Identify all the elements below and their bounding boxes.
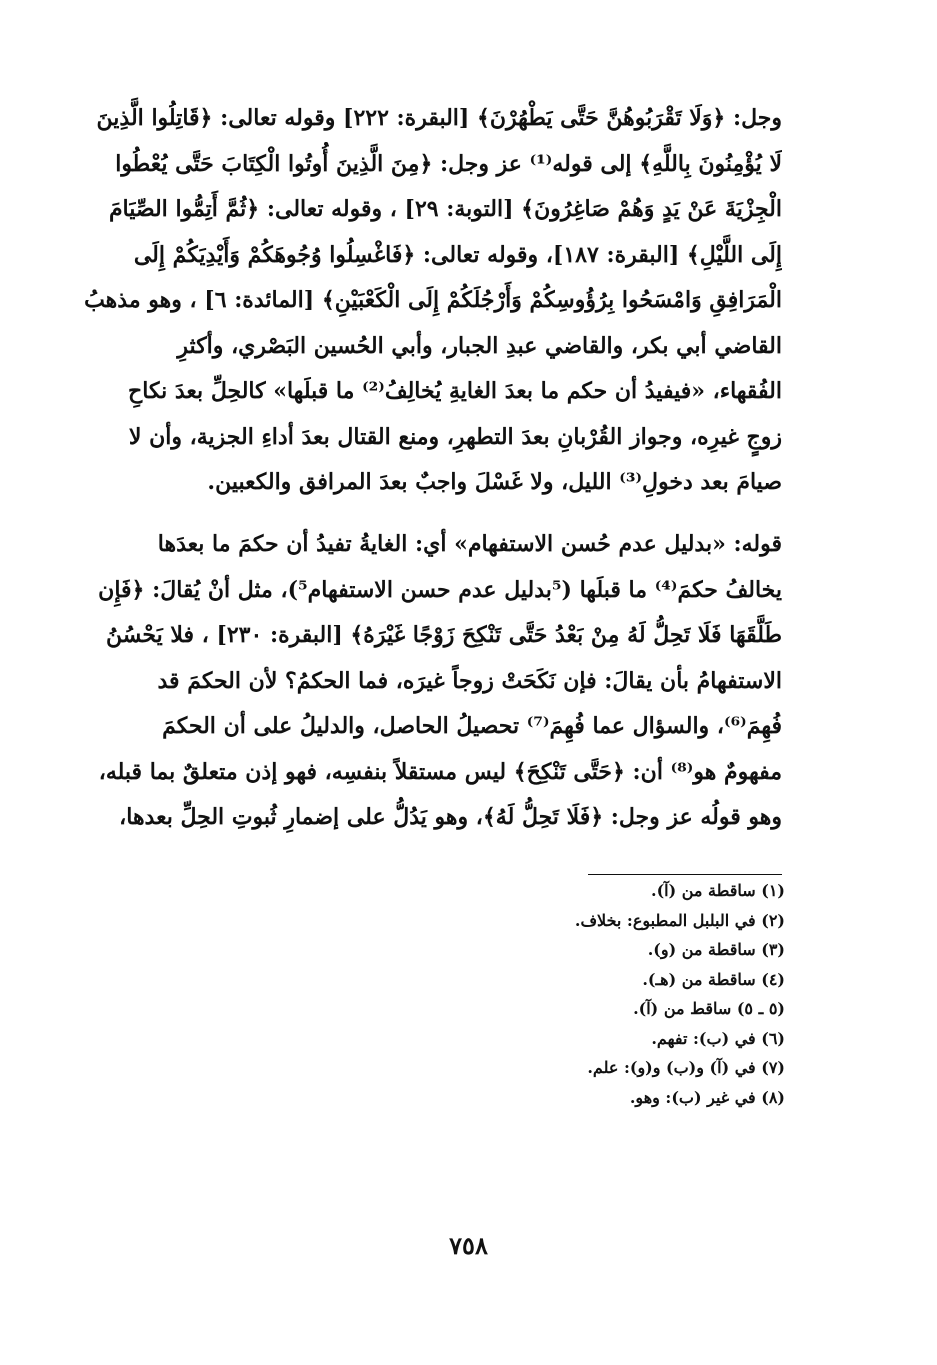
paragraph-2 <box>70 522 782 841</box>
footnote-divider <box>588 874 782 875</box>
text-line: يخالفُ حكمَ⁽⁴⁾ ما قبلَها (⁵بدليل عدم حسن الاستفهام⁵)، مثل أنْ يُقالَ: ﴿فَإِن <box>98 576 782 603</box>
text-line: زوجٍ غيرِه، وجواز القُرْبانِ بعدَ التطهرِ، ومنع القتال بعدَ أداءِ الجزية، وأن لا <box>128 423 782 450</box>
footnote: (٦) في (ب): تفهم. <box>651 1028 785 1048</box>
footnote: (٥ ـ ٥) ساقط من (آ). <box>633 999 785 1018</box>
footnotes <box>365 876 785 1112</box>
text-line: القاضي أبي بكر، والقاضي عبدِ الجبار، وأبي الحُسين البَصْري، وأكثرِ <box>177 332 782 359</box>
paragraph-1 <box>70 96 782 506</box>
text-line: قوله: «بدليل عدم حُسن الاستفهام» أي: الغايةُ تفيدُ أن حكمَ ما بعدَها <box>157 531 782 557</box>
text-line: طَلَّقَهَا فَلَا تَحِلُّ لَهُ مِنْ بَعْدُ حَتَّى تَنْكِحَ زَوْجًا غَيْرَهُ﴾ [البقرة: ٢٣٠] ، فلا يَحْسُنُ <box>106 622 782 648</box>
text-line: صيامَ بعد دخولِ⁽³⁾ الليل، ولا غَسْلَ واجبٌ بعدَ المرافق والكعبين. <box>207 469 782 495</box>
text-line: الفُقهاء، «فيفيدُ أن حكم ما بعدَ الغايةِ يُخالِفُ⁽²⁾ ما قبلَها» كالحِلِّ بعدَ نكاحِ <box>128 378 782 404</box>
page-number: ٧٥٨ <box>449 1231 488 1260</box>
text-line: الْجِزْيَةَ عَنْ يَدٍ وَهُمْ صَاغِرُونَ﴾ [التوبة: ٢٩] ، وقوله تعالى: ﴿ثُمَّ أَتِمُّوا الصِّيَامَ <box>108 196 782 222</box>
text-line: فُهِمَ⁽⁶⁾، والسؤال عما فُهِمَ⁽⁷⁾ تحصيلُ الحاصل، والدليلُ على أن الحكمَ <box>162 713 782 739</box>
footnote: (٨) في غير (ب): وهو. <box>629 1087 785 1107</box>
footnote: (٧) في (آ) و(ب) و(و): علم. <box>587 1058 785 1077</box>
text-line: لَا يُؤْمِنُونَ بِاللَّهِ﴾ إلى قوله⁽¹⁾ عز وجل: ﴿مِنَ الَّذِينَ أُوتُوا الْكِتَابَ حَتَّى يُعْطُوا <box>115 150 782 177</box>
text-line: وهو قولُه عز وجل: ﴿فَلَا تَحِلُّ لَهُ﴾، وهو يَدُلُّ على إضمارِ ثُبوتِ الحِلِّ بعدها، <box>119 804 782 830</box>
footnote: (٤) ساقطة من (هـ). <box>642 969 785 989</box>
text-line: الاستفهامُ بأن يقالَ: فإن نَكَحَتْ زوجاً غيرَه، فما الحكمُ؟ لأن الحكمَ قد <box>157 667 782 694</box>
text-line: إِلَى اللَّيْلِ﴾ [البقرة: ١٨٧]، وقوله تعالى: ﴿فَاغْسِلُوا وُجُوهَكُمْ وَأَيْدِيَكُمْ إِلَى <box>133 241 782 268</box>
footnote: (٢) في البلبل المطبوع: بخلاف. <box>574 910 785 930</box>
text-line: مفهومٌ هو⁽⁸⁾ أن: ﴿حَتَّى تَنْكِحَ﴾ ليس مستقلاً بنفسِه، فهو إذن متعلقٌ بما قبله، <box>98 758 782 785</box>
text-line: الْمَرَافِقِ وَامْسَحُوا بِرُؤُوسِكُمْ وَأَرْجُلَكُمْ إِلَى الْكَعْبَيْنِ﴾ [المائدة: ٦] ، وهو مذهبُ <box>84 287 782 313</box>
footnote: (٣) ساقطة من (و). <box>647 940 785 959</box>
footnote: (١) ساقطة من (آ). <box>651 881 785 900</box>
text-line: وجل: ﴿وَلَا تَقْرَبُوهُنَّ حَتَّى يَطْهُرْنَ﴾ [البقرة: ٢٢٢] وقوله تعالى: ﴿قَاتِلُوا الَّذِينَ <box>96 105 782 131</box>
